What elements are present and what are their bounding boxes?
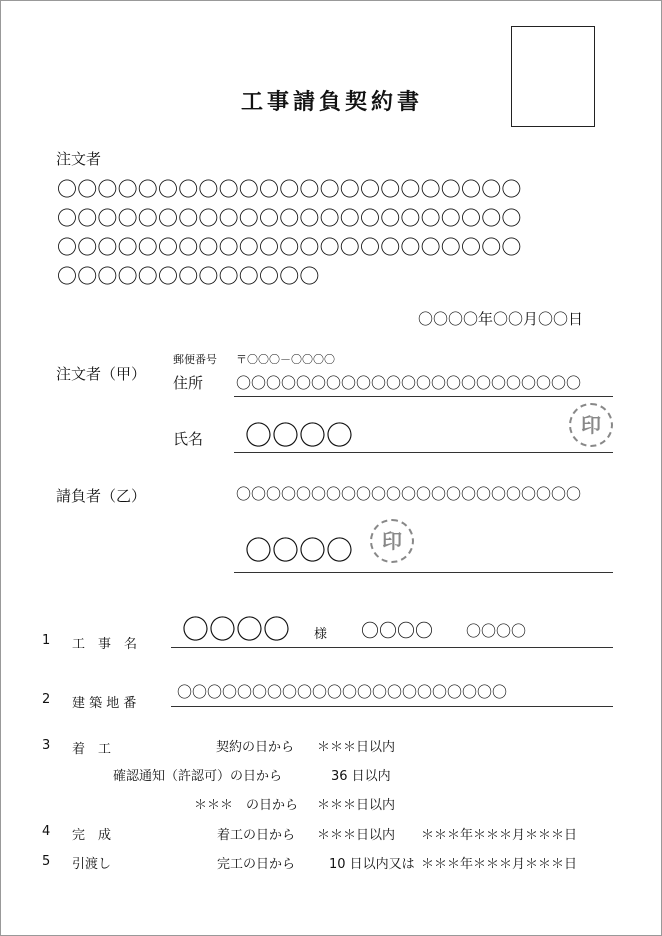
delivery-date: ＊＊＊年＊＊＊月＊＊＊日: [421, 857, 578, 872]
delivery-value: 10 日以内又は: [329, 857, 415, 872]
item-2-label: 建 築 地 番: [72, 696, 137, 711]
orderer-heading: 注文者: [56, 150, 102, 168]
contract-date: 〇〇〇〇年〇〇月〇〇日: [418, 310, 584, 328]
project-name-part-3: 〇〇〇〇: [466, 622, 527, 640]
start-row-1-from: 契約の日から: [216, 740, 295, 755]
name-underline: [234, 452, 613, 453]
lot-number-underline: [171, 706, 613, 707]
item-1-label: 工 事 名: [72, 637, 138, 652]
orderer-line-1: 〇〇〇〇〇〇〇〇〇〇〇〇〇〇〇〇〇〇〇〇〇〇〇: [57, 177, 522, 201]
item-2-number: 2: [42, 692, 51, 707]
item-5-label: 引渡し: [72, 857, 112, 872]
party-b-name: 〇〇〇〇: [245, 536, 353, 567]
name-label: 氏名: [173, 430, 204, 448]
address-label: 住所: [173, 374, 204, 392]
party-b-label: 請負者（乙）: [56, 487, 147, 505]
party-a-label: 注文者（甲）: [56, 365, 147, 383]
project-name-part-2: 〇〇〇〇: [361, 621, 433, 642]
start-row-3-from: ＊＊＊ の日から: [194, 798, 299, 813]
orderer-line-2: 〇〇〇〇〇〇〇〇〇〇〇〇〇〇〇〇〇〇〇〇〇〇〇: [57, 206, 522, 230]
lot-number-value: 〇〇〇〇〇〇〇〇〇〇〇〇〇〇〇〇〇〇〇〇〇〇: [177, 683, 508, 701]
item-4-label: 完 成: [72, 828, 112, 843]
party-b-seal-icon: 印: [370, 519, 414, 563]
party-a-name: 〇〇〇〇: [245, 421, 353, 452]
delivery-from: 完工の日から: [217, 857, 296, 872]
completion-date: ＊＊＊年＊＊＊月＊＊＊日: [421, 828, 578, 843]
project-name-owner: 〇〇〇〇: [182, 615, 290, 646]
postal-label: 郵便番号: [173, 353, 217, 366]
party-a-seal-icon: 印: [569, 403, 613, 447]
party-b-underline: [234, 572, 613, 573]
orderer-line-4: 〇〇〇〇〇〇〇〇〇〇〇〇〇: [57, 264, 320, 288]
item-4-number: 4: [42, 824, 51, 839]
project-name-underline: [171, 647, 613, 648]
address-underline: [234, 396, 613, 397]
document-title: 工事請負契約書: [240, 90, 423, 115]
completion-from: 着工の日から: [217, 828, 296, 843]
item-3-label: 着 工: [72, 742, 112, 757]
start-row-3-value: ＊＊＊日以内: [317, 798, 396, 813]
project-name-sama: 様: [314, 627, 328, 642]
start-row-2-value: 36 日以内: [331, 769, 391, 784]
postal-value: 〒〇〇〇－〇〇〇〇: [236, 353, 335, 366]
completion-value: ＊＊＊日以内: [317, 828, 396, 843]
item-1-number: 1: [42, 633, 51, 648]
party-b-address: 〇〇〇〇〇〇〇〇〇〇〇〇〇〇〇〇〇〇〇〇〇〇〇: [236, 485, 582, 503]
start-row-2-from: 確認通知（許認可）の日から: [113, 769, 283, 784]
item-3-number: 3: [42, 738, 51, 753]
item-5-number: 5: [42, 854, 51, 869]
orderer-line-3: 〇〇〇〇〇〇〇〇〇〇〇〇〇〇〇〇〇〇〇〇〇〇〇: [57, 235, 522, 259]
party-a-address: 〇〇〇〇〇〇〇〇〇〇〇〇〇〇〇〇〇〇〇〇〇〇〇: [236, 374, 582, 392]
start-row-1-value: ＊＊＊日以内: [317, 740, 396, 755]
